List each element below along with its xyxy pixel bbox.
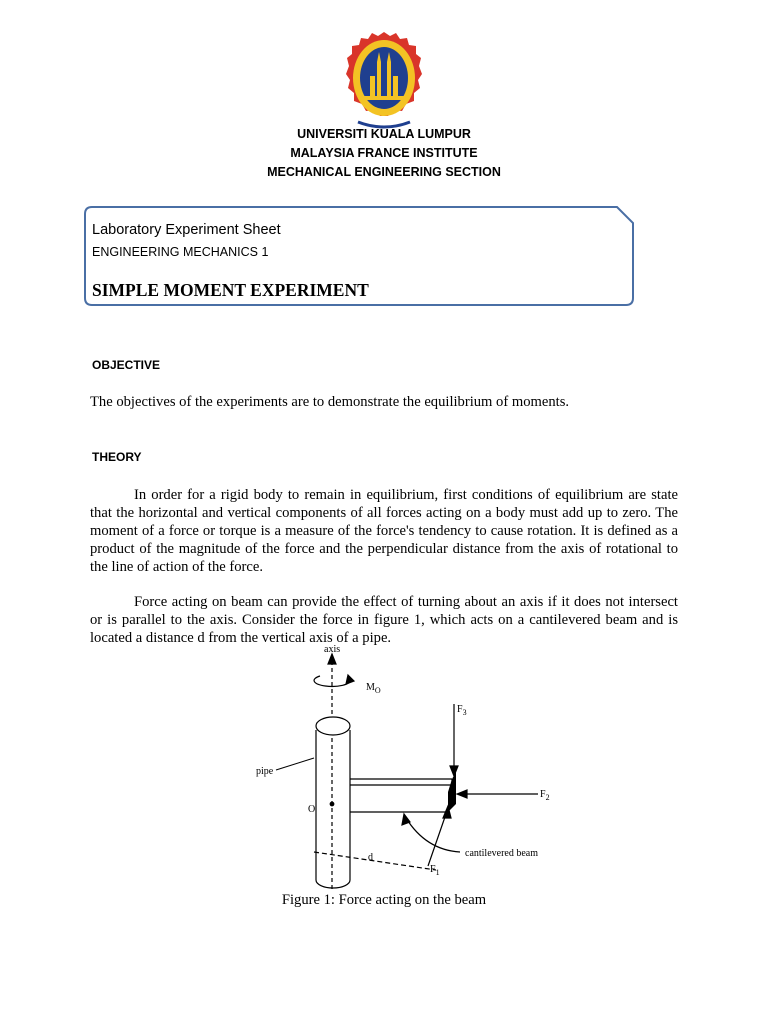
moment-label: $M_O$ bbox=[366, 682, 381, 695]
institution-name: UNIVERSITI KUALA LUMPUR bbox=[297, 127, 471, 141]
section-name: MECHANICAL ENGINEERING SECTION bbox=[267, 165, 501, 179]
distance-label: d bbox=[368, 852, 373, 863]
theory-paragraph-1: In order for a rigid body to remain in equilibrium, first conditions of equilibrium are state that the horizontal and vertical components of all forces acting on a body must add up to zero. The moment of a force or torque is a measure of the force's tendency to cause rotation. It is defined as a product of the magnitude of the force and the perpendicular distance from the axis of rotational to the line of action of the force. bbox=[90, 487, 678, 575]
f1-label: $F_1$ bbox=[430, 864, 440, 877]
theory-paragraph-2: Force acting on beam can provide the effect of turning about an axis if it does not intersect or is parallel to the axis. Consider the force in figure 1, which acts on a cantilevered beam and is located a distance d from the vertical axis of a pipe. bbox=[90, 594, 678, 646]
sheet-title: Laboratory Experiment Sheet bbox=[92, 222, 281, 238]
force-diagram bbox=[248, 642, 558, 894]
figure-caption: Figure 1: Force acting on the beam bbox=[281, 892, 487, 908]
experiment-title: SIMPLE MOMENT EXPERIMENT bbox=[92, 280, 369, 300]
axis-label: axis bbox=[324, 644, 341, 655]
institute-name: MALAYSIA FRANCE INSTITUTE bbox=[290, 146, 478, 160]
university-logo bbox=[344, 30, 424, 130]
theory-heading: THEORY bbox=[92, 450, 142, 464]
objective-text: The objectives of the experiments are to demonstrate the equilibrium of moments. bbox=[90, 394, 570, 410]
f2-label: $F_2$ bbox=[540, 789, 550, 802]
objective-heading: OBJECTIVE bbox=[92, 358, 161, 372]
course-name: ENGINEERING MECHANICS 1 bbox=[92, 245, 269, 259]
origin-label: O bbox=[308, 804, 316, 815]
beam-label: cantilevered beam bbox=[465, 848, 539, 859]
university-crest-icon bbox=[344, 30, 424, 130]
pipe-label: pipe bbox=[256, 766, 274, 777]
f3-label: $F_3$ bbox=[457, 704, 467, 717]
